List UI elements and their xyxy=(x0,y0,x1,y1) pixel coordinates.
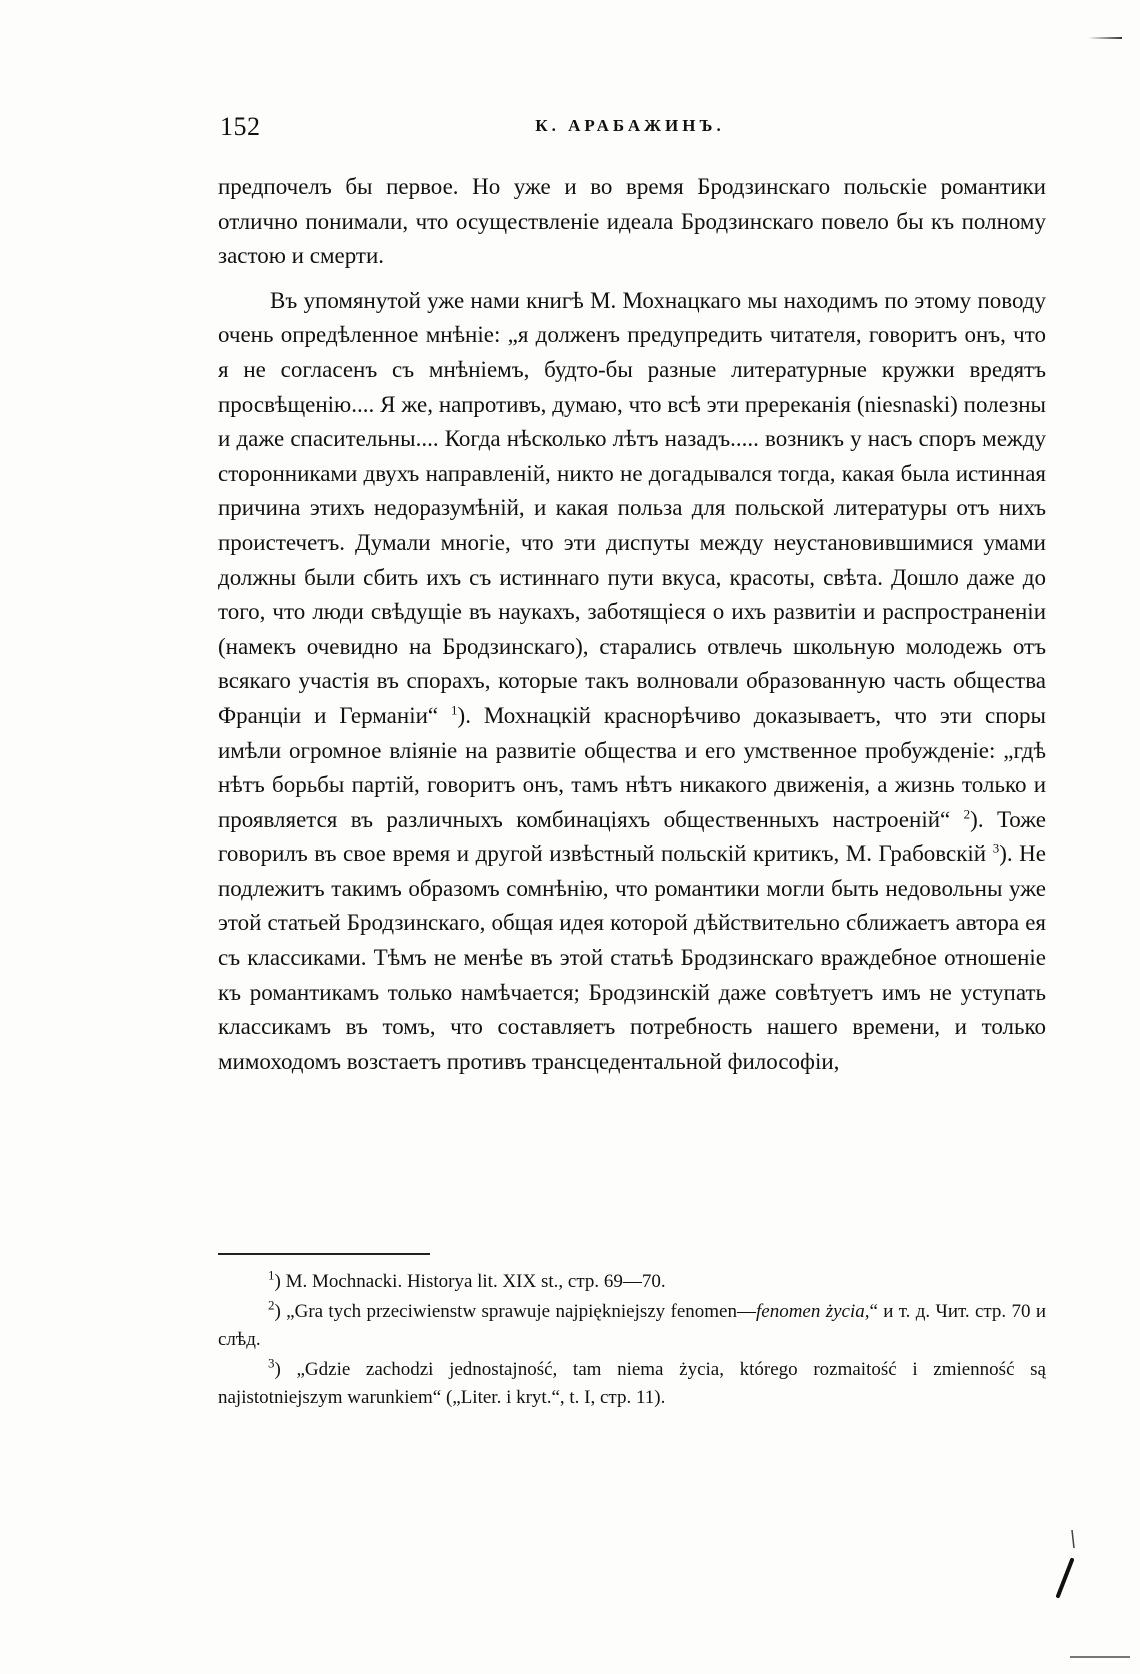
footnote-3 xyxy=(218,1356,1046,1412)
footnote-2 xyxy=(218,1298,1046,1354)
paragraph-1: предпочелъ бы первое. Но уже и во время Бродзинскаго польскіе романтики отлично понимали, что осуществленіе идеала Бродзинскаго повело бы къ полному застою и смерти. xyxy=(218,174,1046,269)
footnote-ref-1: 1 xyxy=(451,702,458,718)
footnote-2-text-a: ) „Gra tych przeciwienstw sprawuje najpiękniejszy fenomen— xyxy=(274,1301,756,1322)
body-text xyxy=(218,170,1046,1079)
page-number: 152 xyxy=(220,112,261,141)
footnote-3-mark: 3 xyxy=(268,1355,275,1371)
paragraph-2 xyxy=(218,284,1046,1080)
scan-mark-top xyxy=(1088,36,1122,40)
footnote-2-italic: fenomen życia, xyxy=(756,1301,870,1322)
paragraph-2-part-c: ). Тоже говорилъ въ свое время и другой извѣстный польскій критикъ, М. Грабовскій xyxy=(218,806,1047,867)
footnote-ref-2: 2 xyxy=(963,806,971,822)
paragraph-2-part-a: Въ упомянутой уже нами книгѣ М. Мохнацкаго мы находимъ по этому поводу очень опредѣленное мнѣніе: „я долженъ предупредить читателя, говоритъ онъ, что я не согласенъ съ мнѣніемъ, будто-бы разные литературные кружки вредятъ просвѣщенію.... Я же, напротивъ, думаю, что всѣ эти пререканія (niesnaski) полезны и даже спасительны.... Когда нѣсколько лѣтъ назадъ..... возникъ у насъ споръ между сторонниками двухъ направленій, никто не догадывался тогда, какая была истинная причина этихъ недоразумѣній, и какая польза для польской литературы отъ нихъ проистечетъ. Думали многіе, что эти диспуты между неустановившимися умами должны были сбить ихъ съ истиннаго пути вкуса, красоты, свѣта. Дошло даже до того, что люди свѣдущіе въ наукахъ, заботящіеся о ихъ развитіи и распространеніи (намекъ очевидно на Бродзинскаго), старались отвлечь школьную молодежь отъ всякаго участія въ спорахъ, которые такъ волновали образованную часть общества Франціи и Германіи“ xyxy=(218,287,1046,728)
scan-mark-bottom xyxy=(1070,1656,1130,1658)
footnote-ref-3: 3 xyxy=(992,840,1000,856)
footnote-divider xyxy=(218,1253,430,1255)
scan-slash-mark xyxy=(1050,1530,1080,1600)
paragraph-2-part-b: ). Мохнацкій краснорѣчиво доказываетъ, что эти споры имѣли огромное вліяніе на развитіе общества и его умственное пробужденіе: „гдѣ нѣтъ борьбы партій, говоритъ онъ, тамъ нѣтъ никакого движенія, а жизнь только и проявляется въ различныхъ комбинаціяхъ общественныхъ настроеній“ xyxy=(218,702,1047,832)
page-header xyxy=(220,112,1040,152)
footnote-1-mark: 1 xyxy=(268,1267,275,1283)
footnote-2-text-b: “ и т. д. Чит. стр. 70 и слѣд. xyxy=(218,1301,1047,1350)
footnote-2-mark: 2 xyxy=(268,1297,275,1313)
footnote-1 xyxy=(218,1268,1046,1296)
running-head: К. АРАБАЖИНЪ. xyxy=(535,116,725,135)
footnotes xyxy=(218,1268,1046,1412)
paragraph-2-part-d: ). Не подлежитъ такимъ образомъ сомнѣнію, что романтики могли быть недовольны уже этой статьей Бродзинскаго, общая идея которой дѣйствительно сближаетъ автора ея съ классиками. Тѣмъ не менѣе въ этой статьѣ Бродзинскаго враждебное отношеніе къ романтикамъ только намѣчается; Бродзинскій даже совѣтуетъ имъ не уступать классикамъ въ томъ, что составляетъ потребность нашего времени, и только мимоходомъ возстаетъ противъ трансцедентальной философіи, xyxy=(218,841,1046,1074)
footnote-3-text: ) „Gdzie zachodzi jednostajność, tam niema życia, którego rozmaitość i zmienność są najistotniejszym warunkiem“ („Liter. i kryt.“, t. I, стр. 11). xyxy=(218,1359,1046,1408)
footnote-1-text: ) M. Mochnacki. Historya lit. XIX st., стр. 69—70. xyxy=(274,1271,666,1292)
